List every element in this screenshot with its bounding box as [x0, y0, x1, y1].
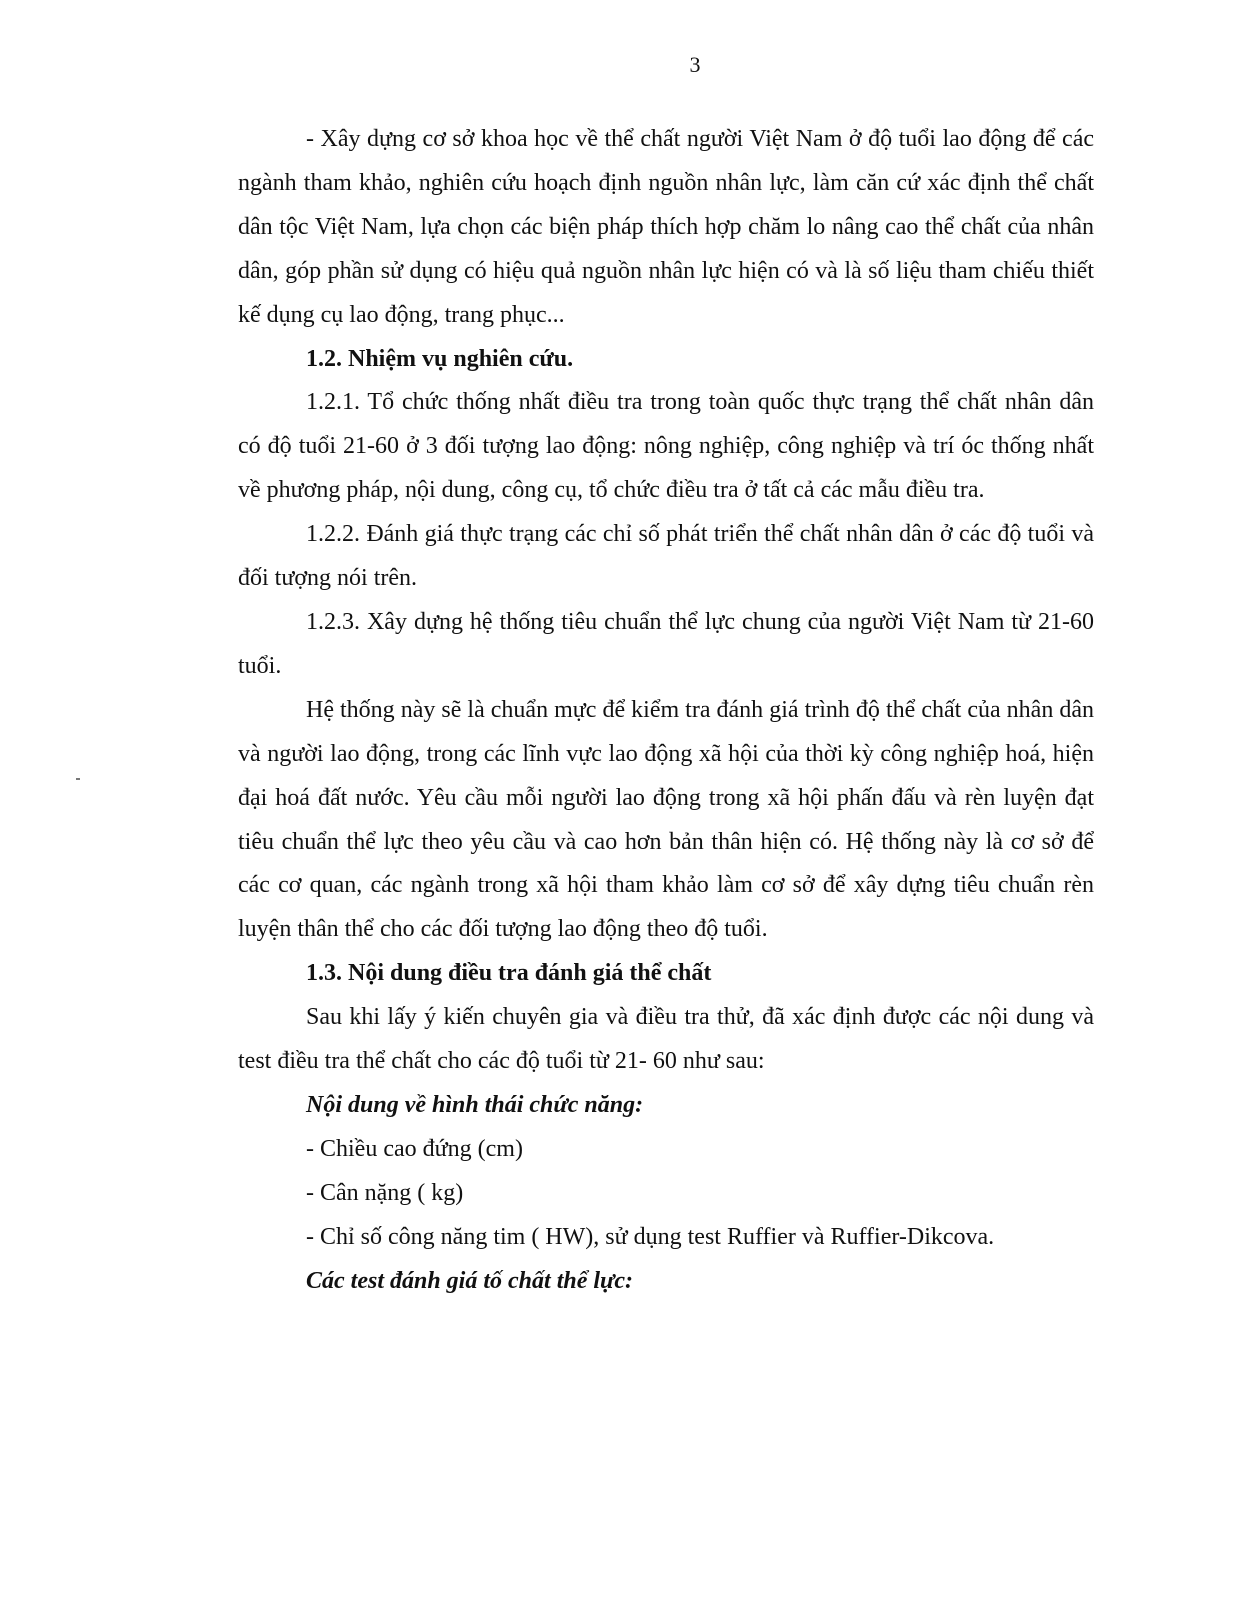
section-heading-1-3: 1.3. Nội dung điều tra đánh giá thể chất: [306, 960, 712, 987]
paragraph-1-3: Sau khi lấy ý kiến chuyên gia và điều tra thử, đã xác định được các nội dung và test điều tra thể chất cho các độ tuổi từ 21- 60 như sau:: [238, 1004, 1094, 1075]
scan-speck: [76, 778, 80, 780]
section-heading-1-2: 1.2. Nhiệm vụ nghiên cứu.: [306, 345, 574, 372]
paragraph-1-2-3: 1.2.3. Xây dựng hệ thống tiêu chuẩn thể lực chung của người Việt Nam từ 21-60 tuổi.: [238, 608, 1094, 679]
subheading-morphology: Nội dung về hình thái chức năng:: [306, 1091, 644, 1118]
intro-paragraph: - Xây dựng cơ sở khoa học về thể chất người Việt Nam ở độ tuổi lao động để các ngành tham khảo, nghiên cứu hoạch định nguồn nhân lực, làm căn cứ xác định thể chất dân tộc Việt Nam, lựa chọn các biện pháp thích hợp chăm lo nâng cao thể chất của nhân dân, góp phần sử dụng có hiệu quả nguồn nhân lực hiện có và là số liệu tham chiếu thiết kế dụng cụ lao động, trang phục...: [238, 126, 1094, 328]
paragraph-1-2-1: 1.2.1. Tổ chức thống nhất điều tra trong toàn quốc thực trạng thể chất nhân dân có độ tuổi 21-60 ở 3 đối tượng lao động: nông nghiệp, công nghiệp và trí óc thống nhất về phương pháp, nội dung, công cụ, tổ chức điều tra ở tất cả các mẫu điều tra.: [238, 389, 1094, 504]
list-item: - Cân nặng ( kg): [306, 1179, 464, 1206]
list-item: - Chiều cao đứng (cm): [306, 1135, 523, 1162]
page-number: 3: [689, 52, 701, 77]
document-body: [238, 118, 1094, 1303]
paragraph-1-2-2: 1.2.2. Đánh giá thực trạng các chỉ số phát triển thể chất nhân dân ở các độ tuổi và đối tượng nói trên.: [238, 521, 1094, 592]
system-paragraph: Hệ thống này sẽ là chuẩn mực để kiểm tra đánh giá trình độ thể chất của nhân dân và người lao động, trong các lĩnh vực lao động xã hội của thời kỳ công nghiệp hoá, hiện đại hoá đất nước. Yêu cầu mỗi người lao động trong xã hội phấn đấu và rèn luyện đạt tiêu chuẩn thể lực theo yêu cầu và cao hơn bản thân hiện có. Hệ thống này là cơ sở để các cơ quan, các ngành trong xã hội tham khảo làm cơ sở để xây dựng tiêu chuẩn rèn luyện thân thể cho các đối tượng lao động theo độ tuổi.: [238, 696, 1094, 943]
list-item: - Chỉ số công năng tim ( HW), sử dụng test Ruffier và Ruffier-Dikcova.: [306, 1223, 995, 1250]
subheading-fitness-tests: Các test đánh giá tố chất thể lực:: [306, 1267, 634, 1294]
